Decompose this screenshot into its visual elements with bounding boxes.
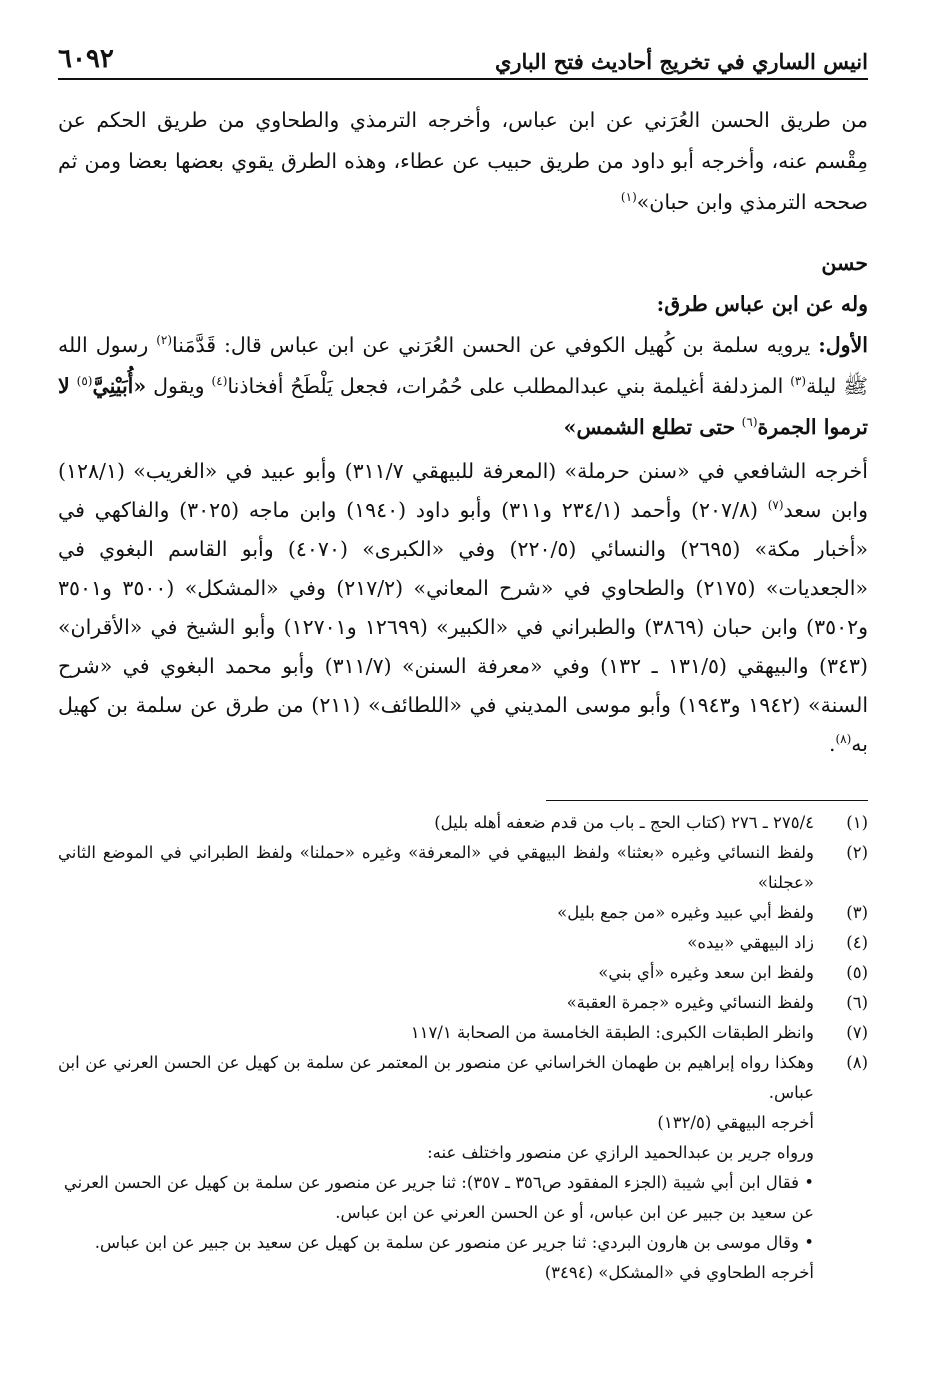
footnote-8-final: أخرجه الطحاوي في «المشكل» (٣٤٩٤) <box>544 1263 814 1282</box>
section-heading: وله عن ابن عباس طرق: <box>656 292 868 316</box>
footnote-ref-3: (٣) <box>790 374 807 389</box>
footnote-3: (٣) ولفظ أبي عبيد وغيره «من جمع بليل» <box>557 903 868 922</box>
footnote-8: (٨) وهكذا رواه إبراهيم بن طهمان الخراساني عن منصور بن المعتمر عن سلمة بن كهيل عن الحسن العرني عن ابن عباس. <box>58 1053 868 1102</box>
paragraph-1: من طريق الحسن العُرَني عن ابن عباس، وأخرجه الترمذي والطحاوي من طريق الحكم عن مِقْسم عنه، وأخرجه أبو داود من طريق حبيب عن عطاء، وهذه الطرق يقوي بعضها بعضا ومن ثم صححه الترمذي وابن حبان»$^{(١)}$ <box>58 108 868 214</box>
footnotes <box>58 808 868 1288</box>
first-route-label: الأول: <box>818 333 868 357</box>
hadith-text-c: حتى تطلع الشمس» <box>563 415 736 439</box>
footnote-8-bullet-2: • وقال موسى بن هارون البردي: ثنا جرير عن منصور عن سلمة بن كهيل عن سعيد بن جبير عن ابن عباس. <box>94 1233 814 1252</box>
hadith-text-b: لا ترموا الجمرة <box>58 374 868 439</box>
footnote-ref-8: (٨) <box>835 732 852 747</box>
hadith-text-a: «أُبَيْنِيَّ <box>92 374 147 398</box>
footnote-ref-1: (١) <box>620 190 637 205</box>
footnote-ref-2: (٢) <box>156 333 173 348</box>
footnote-6: (٦) ولفظ النسائي وغيره «جمرة العقبة» <box>566 993 868 1012</box>
footnote-5: (٥) ولفظ ابن سعد وغيره «أي بني» <box>598 963 868 982</box>
footnote-ref-4: (٤) <box>211 374 228 389</box>
running-header <box>58 40 868 80</box>
footnote-ref-7: (٧) <box>767 498 784 513</box>
footnote-8-variant-intro: ورواه جرير بن عبدالحميد الرازي عن منصور واختلف عنه: <box>427 1143 814 1162</box>
book-title: انيس الساري في تخريج أحاديث فتح الباري <box>494 49 868 74</box>
footnote-8-takhrij: أخرجه البيهقي (١٣٢/٥) <box>657 1113 814 1132</box>
first-route-paragraph: الأول: يرويه سلمة بن كُهيل الكوفي عن الحسن العُرَني عن ابن عباس قال: قَدَّمَنا$^{(٢)}$ رسول الله ﷺ ليلة$^{(٣)}$ المزدلفة أغيلمة بني عبدالمطلب على حُمُرات، فجعل يَلْطَحُ أفخاذنا$^{(٤)}$ ويقول «أُبَيْنِيَّ$^{(٥)}$ لا ترموا الجمرة$^{(٦)}$ حتى تطلع الشمس» <box>58 333 868 439</box>
takhrij-paragraph: أخرجه الشافعي في «سنن حرملة» (المعرفة للبيهقي ٣١١/٧) وأبو عبيد في «الغريب» (١٢٨/١) وابن سعد$^{(٧)}$ (٢٠٧/٨) وأحمد (٢٣٤/١ و٣١١) وأبو داود (١٩٤٠) وابن ماجه (٣٠٢٥) والفاكهي في «أخبار مكة» (٢٦٩٥) والنسائي (٢٢٠/٥) وفي «الكبرى» (٤٠٧٠) وأبو القاسم البغوي في «الجعديات» (٢١٧٥) والطحاوي في «شرح المعاني» (٢١٧/٢) وفي «المشكل» (٣٥٠٠ و٣٥٠١ و٣٥٠٢) وابن حبان (٣٨٦٩) والطبراني في «الكبير» (١٢٦٩٩ و١٢٧٠١) وأبو الشيخ في «الأقران» (٣٤٣) والبيهقي (١٣١/٥ ـ ١٣٢) وفي «معرفة السنن» (٣١١/٧) وأبو محمد البغوي في «شرح السنة» (١٩٤٢ و١٩٤٣) وأبو موسى المديني في «اللطائف» (٢١١) من طرق عن سلمة بن كهيل به$^{(٨)}$. <box>58 459 869 756</box>
footnote-1: (١) ٢٧٥/٤ ـ ٢٧٦ (كتاب الحج ـ باب من قدم ضعفه أهله بليل) <box>434 813 868 832</box>
footnote-2: (٢) ولفظ النسائي وغيره «بعثنا» ولفظ البيهقي في «المعرفة» وغيره «حملنا» ولفظ الطبراني في الموضع الثاني «عجلنا» <box>58 843 868 892</box>
footnote-4: (٤) زاد البيهقي «بيده» <box>687 933 868 952</box>
footnote-ref-5: (٥) <box>76 374 93 389</box>
footnote-ref-6: (٦) <box>741 415 758 430</box>
hadith-grade: حسن <box>821 251 868 275</box>
page-number: ٦٠٩٢ <box>58 44 114 74</box>
footnote-divider <box>546 800 868 801</box>
main-text <box>58 100 868 764</box>
footnote-8-bullet-1: • فقال ابن أبي شيبة (الجزء المفقود ص٣٥٦ ـ ٣٥٧): ثنا جرير عن منصور عن سلمة بن كهيل عن الحسن العرني عن سعيد بن جبير عن ابن عباس، أو عن الحسن العرني عن ابن عباس. <box>63 1173 814 1222</box>
footnote-7: (٧) وانظر الطبقات الكبرى: الطبقة الخامسة من الصحابة ١١٧/١ <box>410 1023 868 1042</box>
